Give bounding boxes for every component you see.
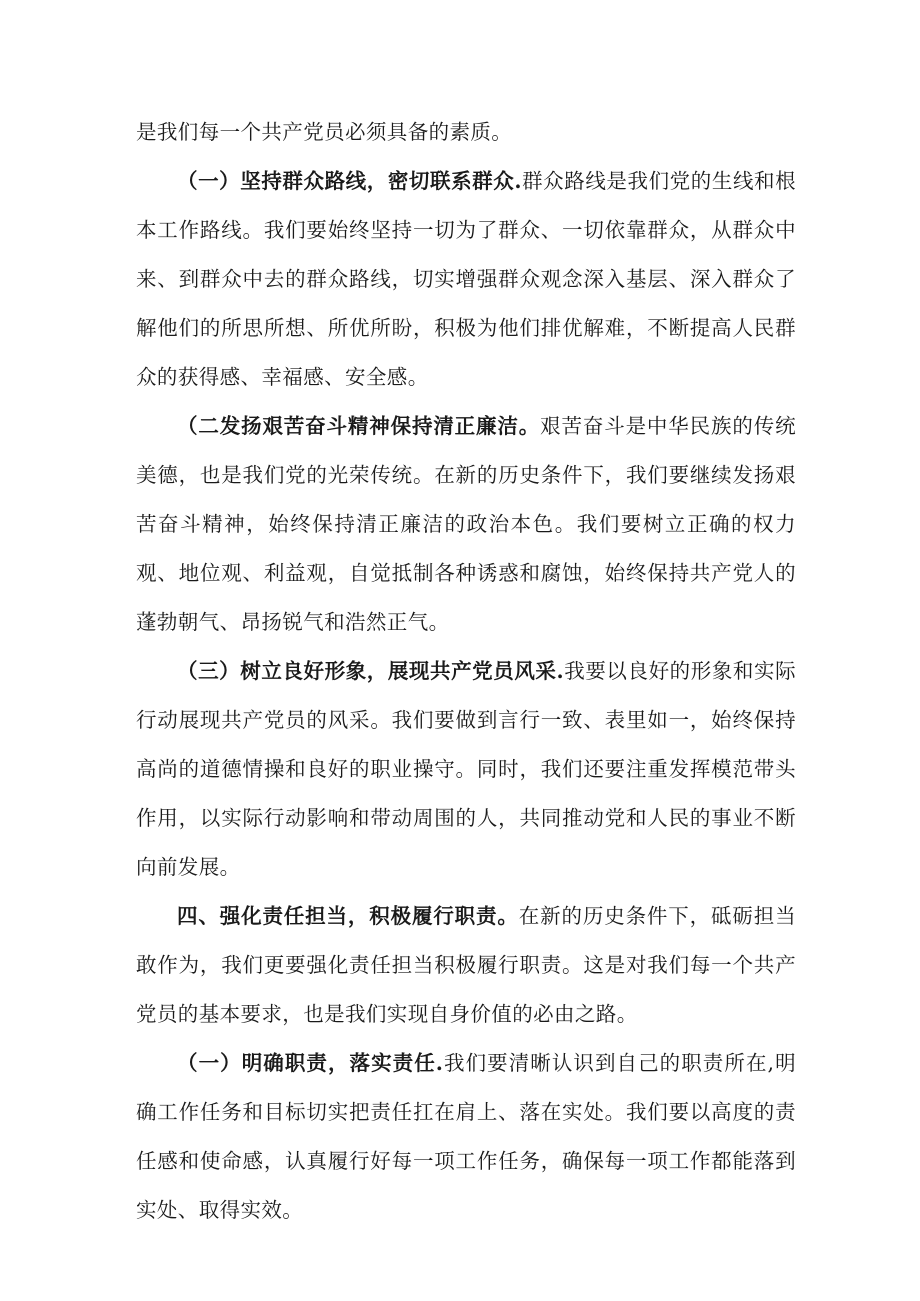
paragraph-text: 是我们每一个共产党员必须具备的素质。 xyxy=(136,120,513,144)
paragraph-text: 群众路线是我们党的生线和根本工作路线。我们要始终坚持一切为了群众、一切依靠群众，从群众中来、到群众中去的群众路线，切实增强群众观念深入基层、深入群众了解他们的所思所想、所优所盼，积极为他们排优解难，不断提高人民群众的获得感、幸福感、安全感。 xyxy=(136,169,797,389)
paragraph-hard-work xyxy=(136,402,796,647)
paragraph-continuation xyxy=(136,108,796,157)
paragraph-clarify-duty xyxy=(136,1039,796,1235)
paragraph-heading: （一）明确职责，落实责任. xyxy=(177,1051,444,1075)
paragraph-heading: （三）树立良好形象，展现共产党员风采. xyxy=(177,659,565,683)
paragraph-responsibility xyxy=(136,892,796,1039)
paragraph-good-image xyxy=(136,647,796,892)
paragraph-heading: （一）坚持群众路线，密切联系群众. xyxy=(177,169,522,193)
paragraph-text: 我要以良好的形象和实际行动展现共产党员的风采。我们要做到言行一致、表里如一，始终保持高尚的道德情操和良好的职业操守。同时，我们还要注重发挥模范带头作用，以实际行动影响和带动周围的人，共同推动党和人民的事业不断向前发展。 xyxy=(136,659,796,879)
paragraph-text: 我们要清晰认识到自己的职责所在,明确工作任务和目标切实把责任扛在肩上、落在实处。我们要以高度的责任感和使命感，认真履行好每一项工作任务，确保每一项工作都能落到实处、取得实效。 xyxy=(136,1051,796,1222)
paragraph-heading: （二发扬艰苦奋斗精神保持清正廉洁。 xyxy=(177,414,541,438)
section-heading: 四、强化责任担当，积极履行职责。 xyxy=(177,904,519,928)
document-body xyxy=(136,108,796,1235)
paragraph-text: 在新的历史条件下，砥砺担当敢作为，我们更要强化责任担当积极履行职责。这是对我们每一个共产党员的基本要求，也是我们实现自身价值的必由之路。 xyxy=(136,904,796,1026)
paragraph-mass-line xyxy=(136,157,796,402)
paragraph-text: 艰苦奋斗是中华民族的传统美德，也是我们党的光荣传统。在新的历史条件下，我们要继续发扬艰苦奋斗精神，始终保持清正廉洁的政治本色。我们要树立正确的权力观、地位观、利益观，自觉抵制各种诱惑和腐蚀，始终保持共产党人的蓬勃朝气、昂扬锐气和浩然正气。 xyxy=(136,414,796,634)
